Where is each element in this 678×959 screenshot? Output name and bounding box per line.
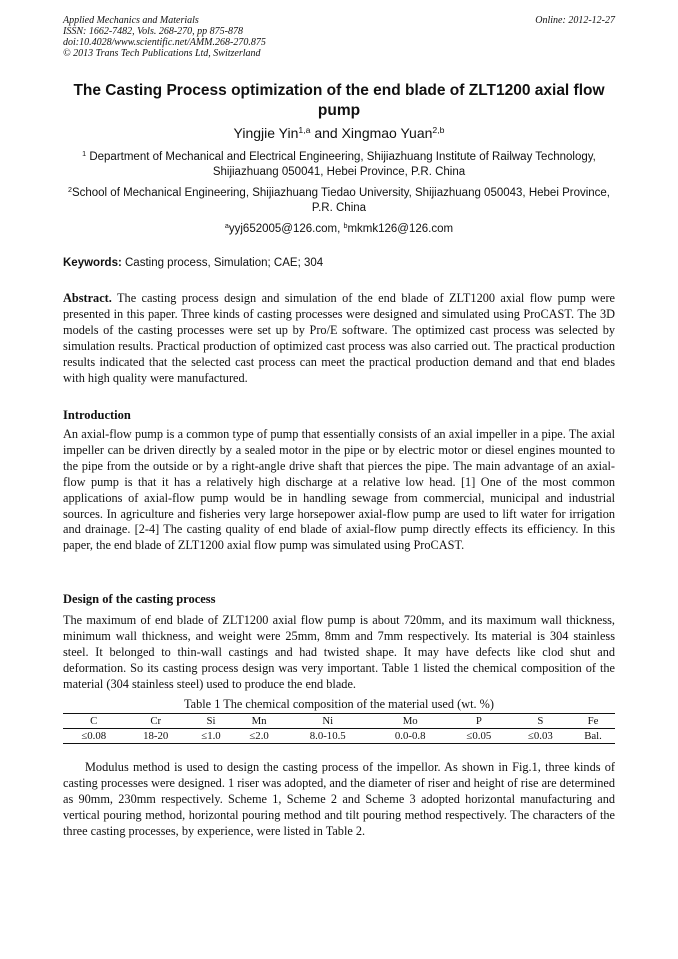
table-cell: 8.0-10.5 xyxy=(283,729,372,744)
table-header-cell: C xyxy=(63,714,125,729)
journal-header xyxy=(63,15,615,59)
table-header-cell: Mn xyxy=(235,714,283,729)
table-row xyxy=(63,729,615,744)
design-heading: Design of the casting process xyxy=(63,592,216,606)
composition-table xyxy=(63,713,615,744)
keywords xyxy=(63,256,615,271)
table-header-cell: Fe xyxy=(571,714,615,729)
affiliation-text: Department of Mechanical and Electrical Engineering, Shijiazhuang Institute of Railway Technology, Shijiazhuang 050041, Hebei Province, P.R. China xyxy=(89,151,596,178)
doi-line: doi:10.4028/www.scientific.net/AMM.268-270.875 xyxy=(63,37,266,48)
abstract-label: Abstract. xyxy=(63,291,112,305)
table-cell: ≤0.03 xyxy=(510,729,572,744)
abstract-text: The casting process design and simulation of the end blade of ZLT1200 axial flow pump were presented in this paper. Three kinds of casting processes were designed and simulated using ProCAST. The 3D models of the casting processes were set up by Pro/E software. The optimized cast process was selected by simulation results. Practical production of optimized cast process was also carried out. The practical production results indicated that the selected cast process can meet the practical production demand and that end blades with high quality were manufactured. xyxy=(63,291,615,385)
author-name: Yingjie Yin xyxy=(233,125,299,141)
table-header-cell: Ni xyxy=(283,714,372,729)
introduction-heading: Introduction xyxy=(63,408,131,422)
author-name: Xingmao Yuan xyxy=(341,125,433,141)
journal-name: Applied Mechanics and Materials xyxy=(63,15,199,26)
author-affiliation-mark: 1,a xyxy=(298,125,311,136)
author-emails xyxy=(63,222,615,237)
email-mark: b xyxy=(343,222,348,231)
abstract xyxy=(63,291,615,386)
table-caption: Table 1 The chemical composition of the material used (wt. %) xyxy=(184,697,494,711)
online-date: Online: 2012-12-27 xyxy=(535,15,615,26)
affiliation-mark: 1 xyxy=(82,150,87,159)
table-cell: ≤1.0 xyxy=(187,729,235,744)
table-cell: ≤0.05 xyxy=(448,729,510,744)
affiliation-mark: 2 xyxy=(67,186,72,195)
table-cell: ≤0.08 xyxy=(63,729,125,744)
design-text: The maximum of end blade of ZLT1200 axial flow pump is about 720mm, and its maximum wall thickness, minimum wall thickness, and weight were 25mm, 8mm and 7mm respectively. Its material is 304 stainless steel. It belonged to thin-wall castings and had twisted shape. It may have defects like clod shut and deformation. So its casting process design was very important. Table 1 listed the chemical composition of the material (304 stainless steel) used to produce the end blade. xyxy=(63,613,615,691)
affiliation-2 xyxy=(63,186,615,216)
email-address: yyj652005@126.com, xyxy=(228,223,344,235)
author-affiliation-mark: 2,b xyxy=(432,125,445,136)
copyright-line: © 2013 Trans Tech Publications Ltd, Switzerland xyxy=(63,48,261,59)
table-cell: 18-20 xyxy=(125,729,187,744)
author-conjunction: and xyxy=(310,125,342,141)
table-cell: 0.0-0.8 xyxy=(372,729,448,744)
paper-title: The Casting Process optimization of the end blade of ZLT1200 axial flow pump xyxy=(73,82,605,119)
table-header-cell: S xyxy=(510,714,572,729)
table-header-cell: P xyxy=(448,714,510,729)
modulus-paragraph: Modulus method is used to design the casting process of the impellor. As shown in Fig.1, three kinds of casting processes were designed. 1 riser was adopted, and the diameter of riser and height of rise are determined as 90mm, 230mm respectively. Scheme 1, Scheme 2 and Scheme 3 adopted horizontal manufacturing and vertical pouring method, horizontal pouring method and tilt pouring method respectively. The characters of the three casting processes, by experience, were listed in Table 2. xyxy=(63,760,615,838)
table-header-cell: Si xyxy=(187,714,235,729)
affiliation-text: School of Mechanical Engineering, Shijiazhuang Tiedao University, Shijiazhuang 050043, Hebei Province, P.R. China xyxy=(71,187,611,214)
introduction-text: An axial-flow pump is a common type of pump that essentially consists of an axial impeller in a pipe. The axial impeller can be driven directly by a sealed motor in the pipe or by electric motor or diesel engines mounted to the pipe from the outside or by a right-angle drive shaft that pierces the pipe. The main advantage of an axial-flow pump is that it has a relatively high discharge at a relative low head. [1] One of the most common applications of axial-flow pump would be in handling sewage from commercial, municipal and industrial sources. In agriculture and fisheries very large horsepower axial-flow pump are used to lift water for irrigation and drainage. [2-4] The casting quality of end blade of axial-flow pump directly effects its efficiency. In this paper, the end blade of ZLT1200 axial flow pump was simulated using ProCAST. xyxy=(63,427,615,553)
email-address: mkmk126@126.com xyxy=(347,223,454,235)
keywords-label: Keywords: xyxy=(63,257,122,269)
issn-line: ISSN: 1662-7482, Vols. 268-270, pp 875-878 xyxy=(63,26,243,37)
table-header-cell: Cr xyxy=(125,714,187,729)
affiliation-1 xyxy=(63,150,615,180)
email-mark: a xyxy=(224,222,229,231)
table-cell: Bal. xyxy=(571,729,615,744)
table-header-cell: Mo xyxy=(372,714,448,729)
table-cell: ≤2.0 xyxy=(235,729,283,744)
author-list xyxy=(63,124,615,142)
keywords-text: Casting process, Simulation; CAE; 304 xyxy=(121,257,324,269)
table-header-row xyxy=(63,714,615,729)
